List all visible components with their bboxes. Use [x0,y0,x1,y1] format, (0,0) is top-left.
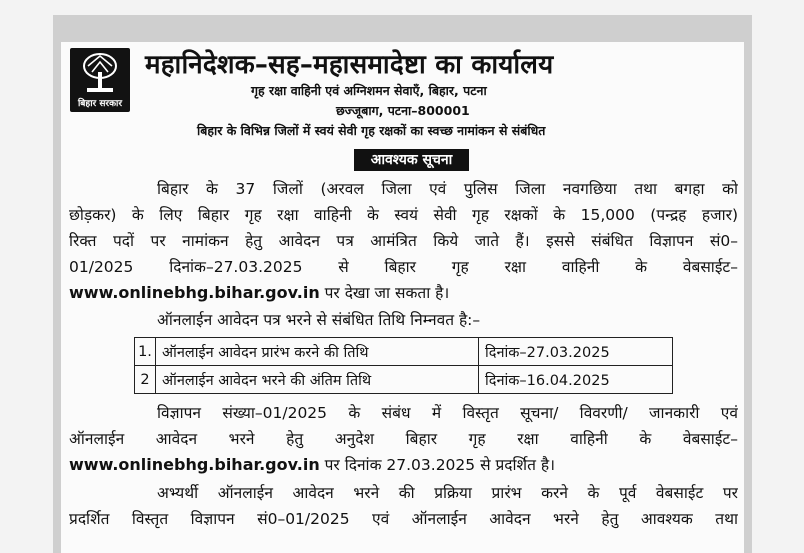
row-number: 2 [135,366,156,394]
office-title: महानिदेशक–सह–महासमादेष्टा का कार्यालय [145,50,554,80]
para1-line-3: रिक्त पदों पर नामांकन हेतु आवेदन पत्र आमंत्रित किये जाते हैं। इससे संबंधित विज्ञापन सं0– [69,232,738,250]
para2-line-3-text: पर दिनांक 27.03.2025 से प्रदर्शित है। [319,456,555,474]
para1-line-5 [69,282,738,304]
para1-line-4: 01/2025 दिनांक–27.03.2025 से बिहार गृह रक्षा वाहिनी के वेबसाईट– [69,258,738,276]
dates-intro: ऑनलाईन आवेदन पत्र भरने से संबंधित तिथि निम्नवत है:– [157,311,481,329]
website-url: www.onlinebhg.bihar.gov.in [69,283,320,302]
office-address: छज्जूबाग, पटना–800001 [336,103,470,118]
para1-line-5-text: पर देखा जा सकता है। [319,284,450,302]
bihar-government-emblem [70,48,130,112]
para3-line-2: प्रदर्शित विस्तृत विज्ञापन सं0–01/2025 एवं ऑनलाईन आवेदन भरने हेतु आवश्यक तथा [69,510,738,528]
date-label: ऑनलाईन आवेदन प्रारंभ करने की तिथि [156,338,479,366]
website-url: www.onlinebhg.bihar.gov.in [69,455,320,474]
para1-line-1: बिहार के 37 जिलों (अरवल जिला एवं पुलिस जिला नवगछिया तथा बगहा को [157,180,738,198]
bodhi-tree-icon [81,52,119,94]
department-name: गृह रक्षा वाहिनी एवं अग्निशमन सेवाएँ, बिहार, पटना [251,83,487,98]
table-row [135,338,673,366]
date-label: ऑनलाईन आवेदन भरने की अंतिम तिथि [156,366,479,394]
date-value: दिनांक–16.04.2025 [479,366,673,394]
para2-line-2: ऑनलाईन आवेदन भरने हेतु अनुदेश बिहार गृह रक्षा वाहिनी के वेबसाईट– [69,430,738,448]
row-number: 1. [135,338,156,366]
notice-heading: आवश्यक सूचना [354,149,469,171]
para2-line-1: विज्ञापन संख्या–01/2025 के संबंध में विस्तृत सूचना/ विवरणी/ जानकारी एवं [157,404,738,422]
notice-subject: बिहार के विभिन्न जिलों में स्वयं सेवी गृह रक्षकों का स्वच्छ नामांकन से संबंधित [197,123,546,138]
table-row [135,366,673,394]
para2-line-3 [69,454,738,476]
para3-line-1: अभ्यर्थी ऑनलाईन आवेदन भरने की प्रक्रिया प्रारंभ करने के पूर्व वेबसाईट पर [157,484,738,502]
date-value: दिनांक–27.03.2025 [479,338,673,366]
dates-table [134,337,673,394]
notice-document [61,42,744,553]
emblem-label: बिहार सरकार [77,99,123,109]
para1-line-2: छोड़कर) के लिए बिहार गृह रक्षा वाहिनी के स्वयं सेवी गृह रक्षकों के 15,000 (पन्द्रह हजार) [69,206,738,224]
